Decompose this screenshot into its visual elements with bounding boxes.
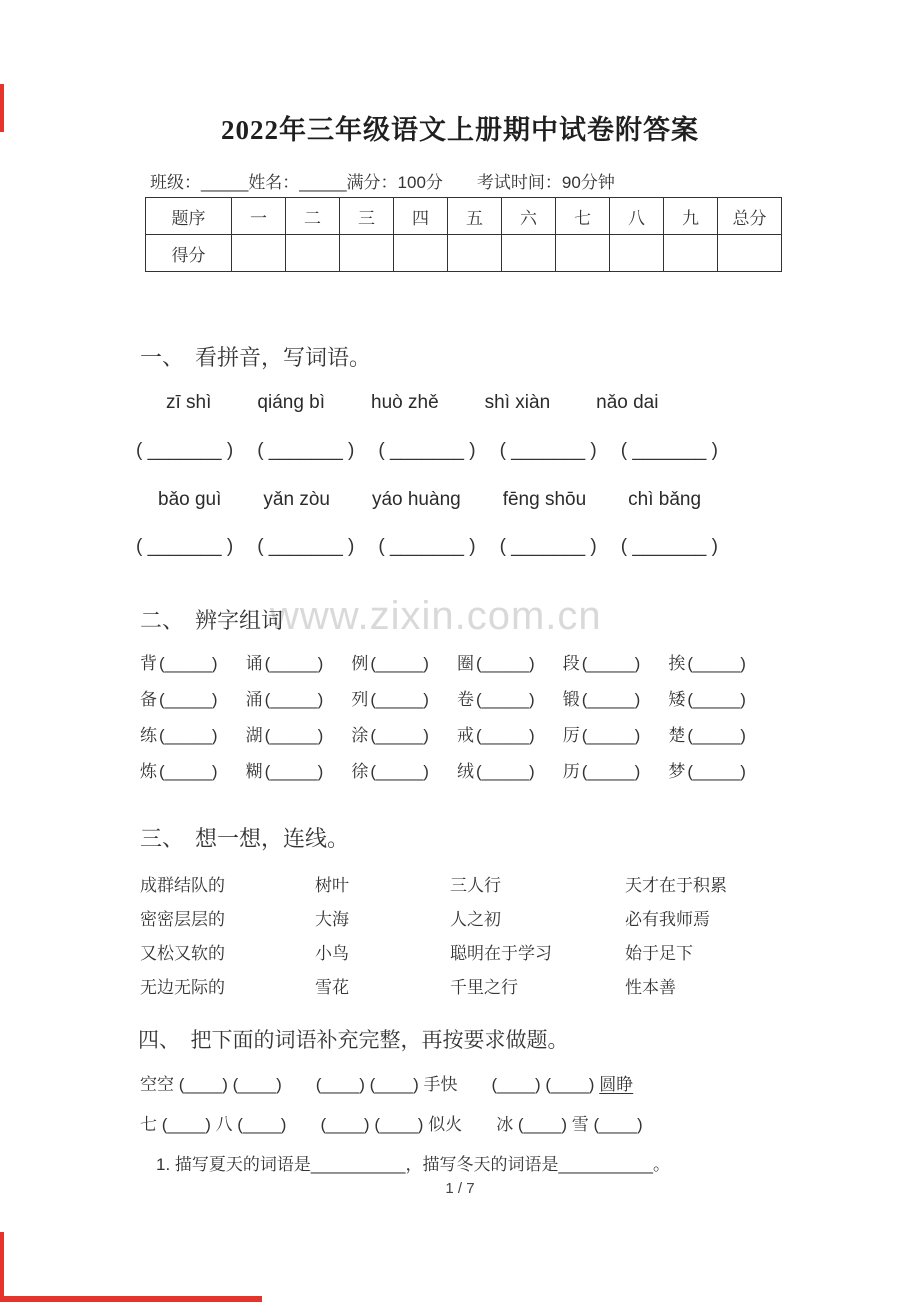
zuci-pair	[668, 723, 746, 749]
zuci-pair	[351, 651, 429, 677]
pinyin-word: qiáng bì	[257, 392, 326, 413]
zuci-blank: (_____)	[581, 762, 641, 781]
zuci-char: 圈	[457, 654, 475, 673]
zuci-row	[140, 651, 746, 677]
score-empty-cell	[610, 235, 664, 272]
zuci-char: 糊	[245, 762, 263, 781]
zuci-pair	[140, 687, 218, 713]
zuci-pair	[668, 759, 746, 785]
score-header-cell: 总分	[718, 198, 782, 235]
zuci-char: 锻	[562, 690, 580, 709]
fill-group: 冰 (____) 雪 (____)	[496, 1115, 643, 1134]
pinyin-word: huò zhě	[371, 392, 439, 413]
zuci-row	[140, 759, 746, 785]
zuci-pair	[351, 759, 429, 785]
zuci-blank: (_____)	[370, 726, 429, 745]
matching-item: 大海	[315, 909, 349, 929]
zuci-blank: (_____)	[476, 690, 535, 709]
zuci-char: 楚	[668, 726, 686, 745]
zuci-char: 诵	[245, 654, 263, 673]
answer-blank-row-2	[136, 536, 718, 558]
score-empty-cell	[448, 235, 502, 272]
fill-group-blanks: (____) (____)	[491, 1075, 600, 1094]
zuci-blank: (_____)	[581, 654, 641, 673]
zuci-blank: (_____)	[264, 762, 324, 781]
zuci-blank: (_____)	[159, 690, 218, 709]
score-header-cell: 一	[232, 198, 286, 235]
matching-grid	[140, 866, 765, 1002]
score-header-cell: 三	[340, 198, 394, 235]
zuci-char: 卷	[457, 690, 475, 709]
matching-item: 必有我师焉	[625, 909, 710, 929]
fill-group: 空空 (____) (____)	[140, 1075, 282, 1094]
fill-group: (____) (____) 手快	[315, 1075, 458, 1094]
score-header-cell: 九	[664, 198, 718, 235]
zuci-blank: (_____)	[476, 762, 535, 781]
answer-blank: ( _______ )	[620, 536, 718, 557]
zuci-char: 列	[351, 690, 369, 709]
zuci-pair	[351, 723, 429, 749]
score-header-cell: 八	[610, 198, 664, 235]
score-empty-cell	[502, 235, 556, 272]
zuci-pair	[140, 759, 218, 785]
pinyin-word: nǎo dai	[596, 392, 659, 413]
zuci-row	[140, 723, 746, 749]
matching-item: 始于足下	[625, 943, 693, 963]
zuci-char: 涌	[245, 690, 263, 709]
matching-item: 小鸟	[315, 943, 349, 963]
answer-blank: ( _______ )	[378, 440, 476, 461]
answer-blank: ( _______ )	[136, 440, 234, 461]
zuci-pair	[246, 759, 324, 785]
answer-blank: ( _______ )	[257, 536, 355, 557]
score-empty-cell	[718, 235, 782, 272]
zuci-char: 炼	[140, 762, 157, 781]
zuci-char: 练	[140, 726, 157, 745]
score-empty-cell	[286, 235, 340, 272]
score-header-cell: 六	[502, 198, 556, 235]
fill-group	[491, 1070, 633, 1095]
zuci-char: 矮	[668, 690, 686, 709]
zuci-char: 例	[351, 654, 369, 673]
zuci-pair	[563, 723, 641, 749]
answer-blank: ( _______ )	[499, 536, 597, 557]
underlined-word: 圆睁	[599, 1075, 634, 1094]
zuci-char: 历	[562, 762, 580, 781]
scan-artifact-bottom-left	[0, 1232, 4, 1302]
score-header-cell: 二	[286, 198, 340, 235]
section-2-heading: 二、 辨字组词	[140, 608, 284, 633]
zuci-row	[140, 687, 746, 713]
section-3-heading: 三、 想一想，连线。	[140, 826, 350, 851]
zuci-blank: (_____)	[687, 690, 746, 709]
matching-item: 树叶	[315, 875, 349, 895]
zuci-pair	[457, 759, 535, 785]
zuci-blank: (_____)	[581, 726, 641, 745]
pinyin-row-1	[166, 392, 658, 414]
pinyin-word: chì bǎng	[628, 489, 702, 510]
matching-item: 成群结队的	[140, 875, 225, 895]
zuci-pair	[563, 651, 641, 677]
zuci-char: 备	[140, 690, 157, 709]
answer-blank: ( _______ )	[378, 536, 476, 557]
zuci-blank: (_____)	[159, 762, 218, 781]
matching-item: 又松又软的	[140, 943, 225, 963]
zuci-blank: (_____)	[264, 690, 324, 709]
pinyin-word: yáo huàng	[371, 489, 461, 510]
zuci-blank: (_____)	[159, 654, 218, 673]
answer-blank: ( _______ )	[257, 440, 355, 461]
score-empty-cell	[394, 235, 448, 272]
fill-group: (____) (____) 似火	[320, 1115, 463, 1134]
fill-group: 七 (____) 八 (____)	[140, 1115, 287, 1134]
score-empty-cell	[664, 235, 718, 272]
matching-item: 三人行	[450, 875, 501, 895]
zuci-pair	[140, 651, 218, 677]
fill-line-3: 1. 描写夏天的词语是__________，描写冬天的词语是__________。	[156, 1155, 670, 1174]
zuci-blank: (_____)	[264, 726, 324, 745]
matching-item: 人之初	[450, 909, 501, 929]
score-table	[145, 197, 782, 272]
pinyin-word: fēng shōu	[502, 489, 587, 510]
zuci-char: 绒	[457, 762, 475, 781]
answer-blank: ( _______ )	[136, 536, 234, 557]
matching-item: 无边无际的	[140, 977, 225, 997]
pinyin-word: yǎn zòu	[263, 489, 330, 510]
zuci-char: 徐	[351, 762, 369, 781]
section-4-heading: 四、 把下面的词语补充完整，再按要求做题。	[138, 1029, 569, 1052]
matching-item: 天才在于积累	[625, 875, 727, 895]
zuci-pair	[457, 723, 535, 749]
zuci-pair	[668, 651, 746, 677]
matching-item: 密密层层的	[140, 909, 225, 929]
zuci-char: 涂	[351, 726, 369, 745]
pinyin-word: bǎo guì	[158, 489, 222, 510]
zuci-blank: (_____)	[687, 762, 746, 781]
zuci-pair	[246, 723, 324, 749]
score-label-cell: 得分	[146, 235, 232, 272]
zuci-char: 厉	[562, 726, 580, 745]
zuci-pair	[457, 687, 535, 713]
zuci-pair	[668, 687, 746, 713]
scan-artifact-bottom-strip	[0, 1296, 262, 1302]
score-header-cell: 五	[448, 198, 502, 235]
zuci-blank: (_____)	[581, 690, 641, 709]
zuci-char: 段	[562, 654, 580, 673]
zuci-char: 戒	[457, 726, 475, 745]
score-table-header-row	[146, 198, 782, 235]
matching-item: 雪花	[315, 977, 349, 997]
zuci-blank: (_____)	[159, 726, 218, 745]
zuci-blank: (_____)	[476, 654, 535, 673]
zuci-blank: (_____)	[370, 690, 429, 709]
page-title: 2022年三年级语文上册期中试卷附答案	[221, 115, 699, 145]
zuci-pair	[457, 651, 535, 677]
zuci-blank: (_____)	[264, 654, 324, 673]
zuci-blank: (_____)	[370, 762, 429, 781]
exam-info-line: 班级：_____姓名：_____满分：100分 考试时间：90分钟	[150, 173, 615, 192]
section-1-heading: 一、 看拼音，写词语。	[140, 345, 372, 370]
zuci-pair	[351, 687, 429, 713]
zuci-pair	[563, 687, 641, 713]
pinyin-word: zī shì	[166, 392, 212, 413]
score-table-score-row	[146, 235, 782, 272]
score-empty-cell	[232, 235, 286, 272]
zuci-pair	[246, 687, 324, 713]
matching-item: 千里之行	[450, 977, 518, 997]
fill-line-2	[140, 1110, 643, 1135]
matching-item: 性本善	[625, 977, 676, 997]
zuci-blank: (_____)	[476, 726, 535, 745]
zuci-char: 挨	[668, 654, 686, 673]
zuci-blank: (_____)	[687, 654, 746, 673]
zuci-blank: (_____)	[370, 654, 429, 673]
score-header-cell: 题序	[146, 198, 232, 235]
zuci-char: 梦	[668, 762, 686, 781]
zuci-pair	[563, 759, 641, 785]
page-number: 1 / 7	[445, 1180, 475, 1197]
answer-blank: ( _______ )	[499, 440, 597, 461]
score-header-cell: 四	[394, 198, 448, 235]
zuci-char: 湖	[245, 726, 263, 745]
zuci-pair	[246, 651, 324, 677]
zuci-blank: (_____)	[687, 726, 746, 745]
watermark-text: www.zixin.com.cn	[270, 594, 602, 638]
score-header-cell: 七	[556, 198, 610, 235]
pinyin-word: shì xiàn	[484, 392, 551, 413]
fill-line-1	[140, 1070, 633, 1095]
score-empty-cell	[340, 235, 394, 272]
answer-blank-row-1	[136, 440, 718, 462]
answer-blank: ( _______ )	[620, 440, 718, 461]
zuci-char: 背	[140, 654, 157, 673]
pinyin-row-2	[158, 489, 701, 511]
matching-item: 聪明在于学习	[450, 943, 552, 963]
score-empty-cell	[556, 235, 610, 272]
zuci-pair	[140, 723, 218, 749]
